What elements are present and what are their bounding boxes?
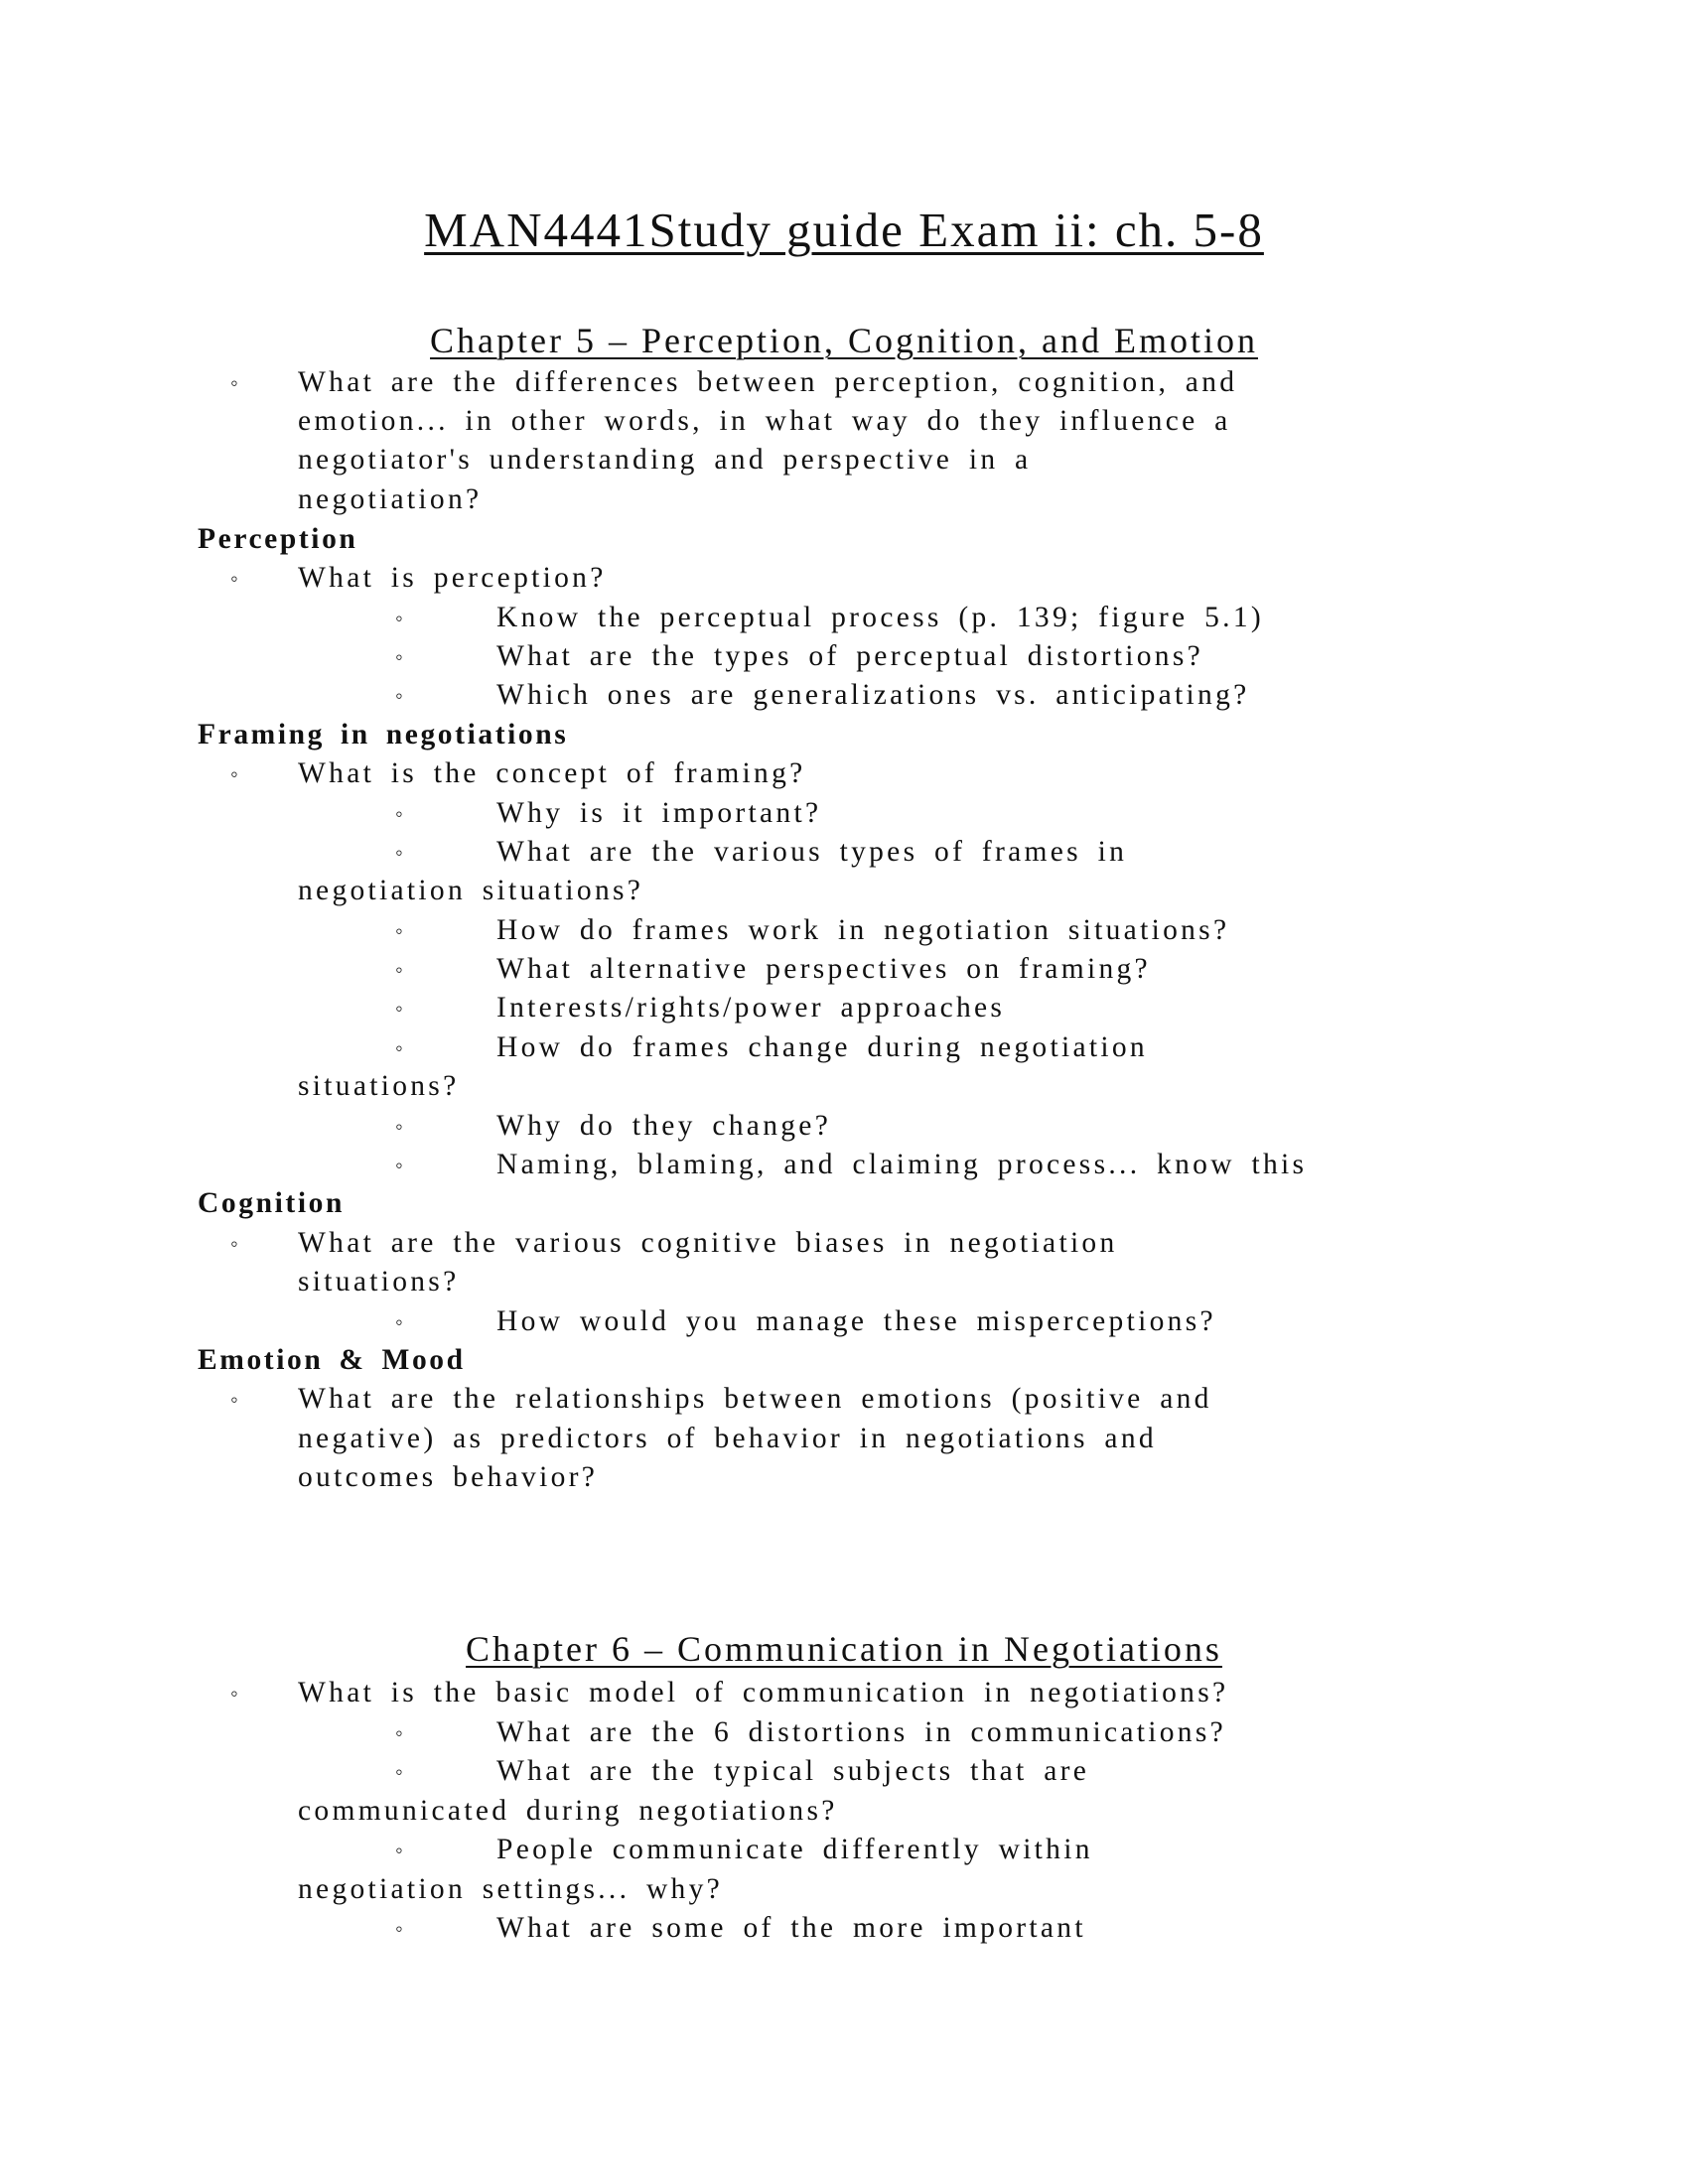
bullet-icon: ◦ bbox=[230, 370, 238, 395]
bullet-icon: ◦ bbox=[230, 566, 238, 591]
framing-sub-3: How do frames work in negotiation situations? bbox=[496, 914, 1230, 946]
communication-question: What is the basic model of communication in negotiations? bbox=[298, 1677, 1229, 1708]
intro-question-line-3: negotiator's understanding and perspective in a bbox=[298, 444, 1032, 476]
emotion-question-cont-2: outcomes behavior? bbox=[298, 1461, 599, 1493]
bullet-icon: ◦ bbox=[395, 840, 403, 865]
emotion-question: What are the relationships between emotions (positive and bbox=[298, 1383, 1212, 1415]
bullet-icon: ◦ bbox=[395, 1720, 403, 1745]
document-title: MAN4441Study guide Exam ii: ch. 5-8 bbox=[424, 203, 1264, 257]
bullet-icon: ◦ bbox=[395, 996, 403, 1021]
chapter-5-heading: Chapter 5 – Perception, Cognition, and Emotion bbox=[430, 321, 1258, 360]
intro-question-line-4: negotiation? bbox=[298, 483, 483, 515]
bullet-icon: ◦ bbox=[230, 1681, 238, 1706]
framing-sub-7: Why do they change? bbox=[496, 1110, 832, 1142]
cognition-heading: Cognition bbox=[198, 1187, 345, 1219]
cognition-sub-1: How would you manage these misperceptions? bbox=[496, 1305, 1216, 1337]
emotion-heading: Emotion & Mood bbox=[198, 1344, 466, 1376]
bullet-icon: ◦ bbox=[395, 1035, 403, 1060]
perception-question: What is perception? bbox=[298, 562, 607, 594]
bullet-icon: ◦ bbox=[395, 1114, 403, 1139]
bullet-icon: ◦ bbox=[395, 1153, 403, 1177]
framing-sub-2: What are the various types of frames in bbox=[496, 836, 1128, 868]
communication-sub-3-cont: negotiation settings... why? bbox=[298, 1873, 724, 1905]
framing-question: What is the concept of framing? bbox=[298, 757, 806, 789]
perception-heading: Perception bbox=[198, 523, 358, 555]
framing-sub-4: What alternative perspectives on framing? bbox=[496, 953, 1151, 985]
bullet-icon: ◦ bbox=[230, 761, 238, 786]
intro-question-line-1: What are the differences between perception, cognition, and bbox=[298, 366, 1238, 398]
framing-sub-5: Interests/rights/power approaches bbox=[496, 992, 1006, 1024]
perception-sub-3: Which ones are generalizations vs. anticipating? bbox=[496, 679, 1250, 711]
communication-sub-3: People communicate differently within bbox=[496, 1834, 1093, 1865]
bullet-icon: ◦ bbox=[230, 1231, 238, 1256]
emotion-question-cont-1: negative) as predictors of behavior in negotiations and bbox=[298, 1423, 1157, 1454]
communication-sub-2-cont: communicated during negotiations? bbox=[298, 1795, 838, 1827]
bullet-icon: ◦ bbox=[395, 918, 403, 943]
framing-sub-6: How do frames change during negotiation bbox=[496, 1031, 1148, 1063]
bullet-icon: ◦ bbox=[395, 606, 403, 630]
communication-sub-4: What are some of the more important bbox=[496, 1912, 1086, 1944]
perception-sub-1: Know the perceptual process (p. 139; figure 5.1) bbox=[496, 602, 1265, 633]
framing-sub-6-cont: situations? bbox=[298, 1070, 460, 1102]
bullet-icon: ◦ bbox=[395, 644, 403, 669]
bullet-icon: ◦ bbox=[395, 1916, 403, 1941]
intro-question-line-2: emotion... in other words, in what way do they influence a bbox=[298, 405, 1231, 437]
framing-sub-8: Naming, blaming, and claiming process... know this bbox=[496, 1149, 1308, 1180]
bullet-icon: ◦ bbox=[395, 801, 403, 826]
bullet-icon: ◦ bbox=[395, 1759, 403, 1784]
framing-sub-1: Why is it important? bbox=[496, 797, 822, 829]
perception-sub-2: What are the types of perceptual distortions? bbox=[496, 640, 1204, 672]
bullet-icon: ◦ bbox=[395, 957, 403, 982]
communication-sub-2: What are the typical subjects that are bbox=[496, 1755, 1090, 1787]
communication-sub-1: What are the 6 distortions in communications? bbox=[496, 1716, 1227, 1748]
framing-heading: Framing in negotiations bbox=[198, 719, 569, 751]
framing-sub-2-cont: negotiation situations? bbox=[298, 875, 644, 906]
cognition-question: What are the various cognitive biases in negotiation bbox=[298, 1227, 1118, 1259]
cognition-question-cont: situations? bbox=[298, 1266, 460, 1297]
bullet-icon: ◦ bbox=[395, 1838, 403, 1862]
bullet-icon: ◦ bbox=[230, 1387, 238, 1412]
bullet-icon: ◦ bbox=[395, 683, 403, 708]
chapter-6-heading: Chapter 6 – Communication in Negotiations bbox=[466, 1629, 1222, 1669]
bullet-icon: ◦ bbox=[395, 1309, 403, 1334]
